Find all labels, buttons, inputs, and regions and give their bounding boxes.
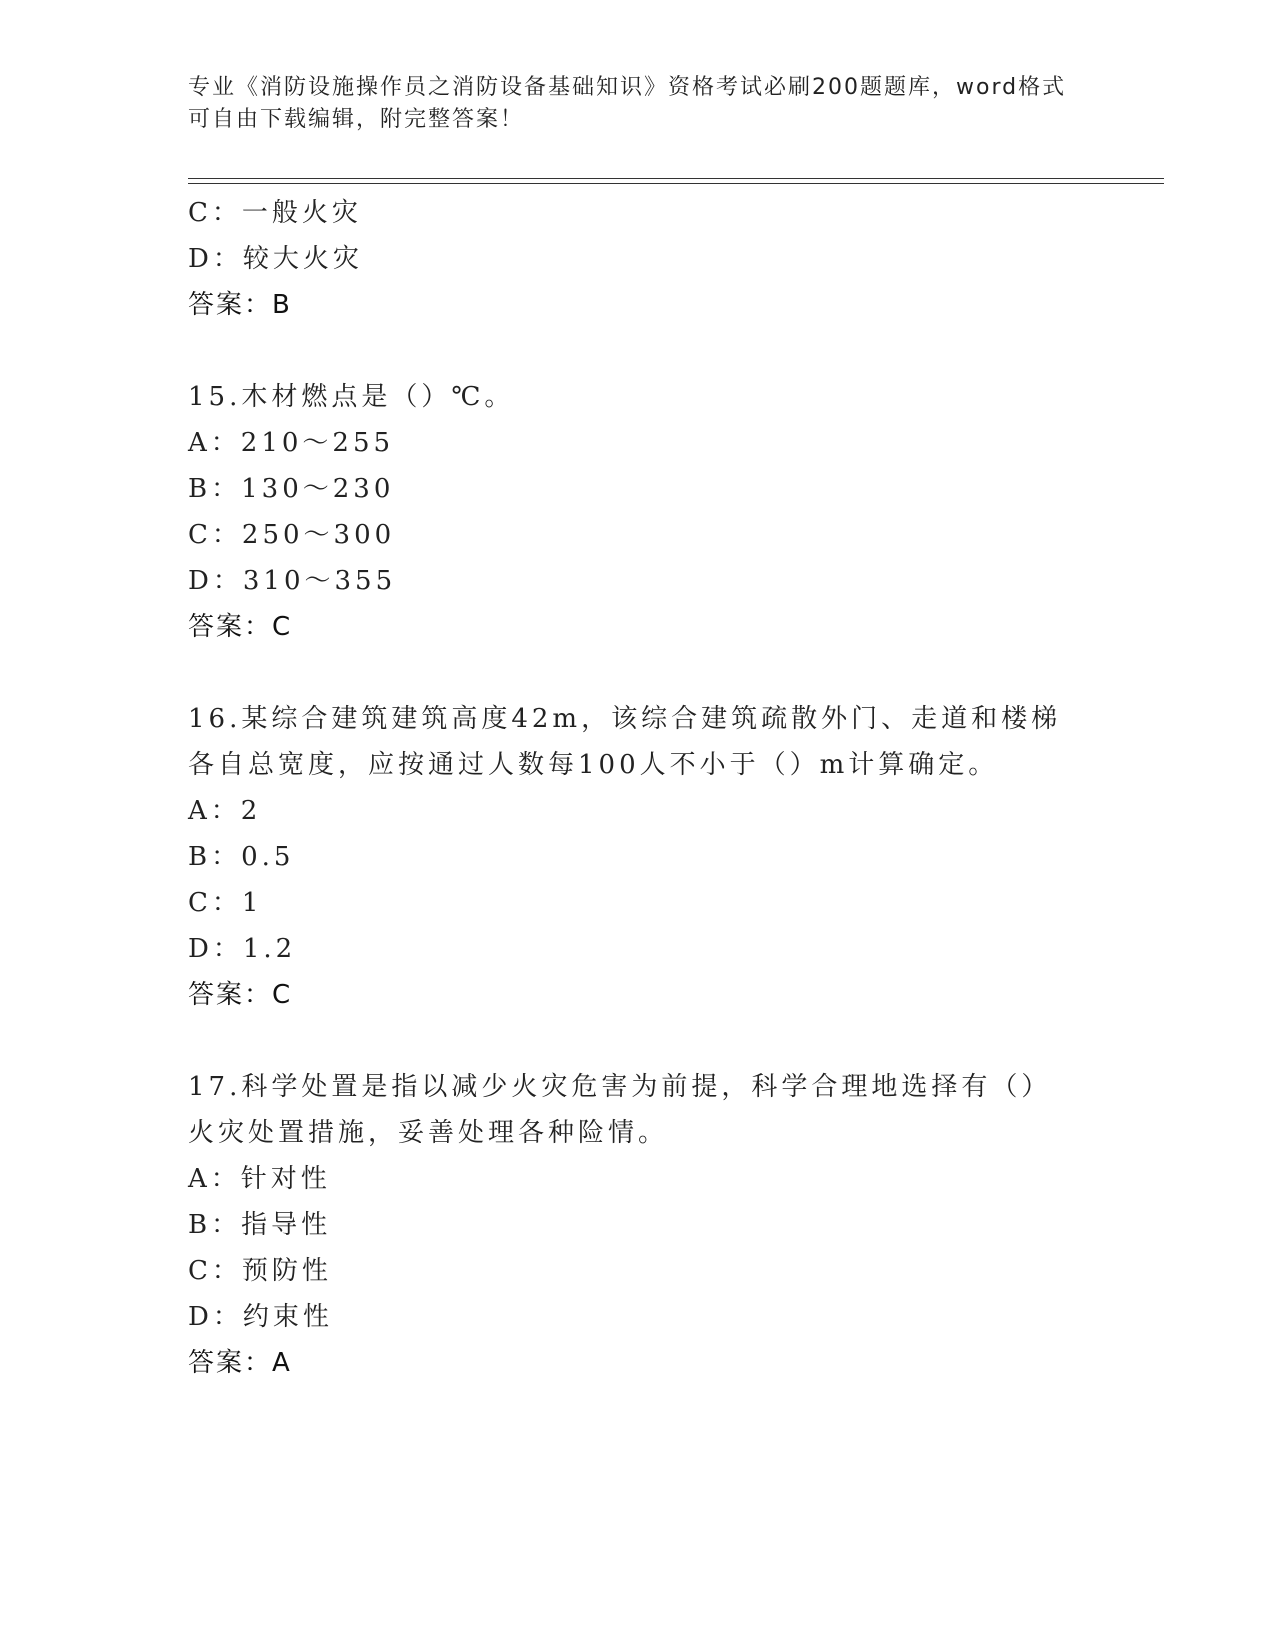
option-text: 1.2 — [242, 934, 297, 964]
option-letter: C： — [188, 1256, 242, 1286]
question-list — [188, 190, 1088, 1386]
question-stem: 16.某综合建筑建筑高度42m，该综合建筑疏散外门、走道和楼梯各自总宽度，应按通过人数每100人不小于（）m计算确定。 — [188, 704, 1062, 780]
option-letter: B： — [188, 842, 242, 872]
answer-line: 答案：A — [188, 1348, 292, 1378]
option-b — [188, 834, 1088, 880]
option-text: 310～355 — [242, 566, 397, 596]
option-a — [188, 1156, 1088, 1202]
option-d — [188, 558, 1088, 604]
option-letter: A： — [188, 796, 241, 826]
answer-line: 答案：C — [188, 980, 293, 1010]
option-c — [188, 880, 1088, 926]
option-d — [188, 236, 1088, 282]
header-divider-bottom — [188, 183, 1164, 184]
spacer — [188, 1018, 1088, 1064]
document-header: 专业《消防设施操作员之消防设备基础知识》资格考试必刷200题题库，word格式可自由下载编辑，附完整答案！ — [188, 75, 1067, 132]
option-text: 210～255 — [240, 428, 395, 458]
option-a — [188, 420, 1088, 466]
option-text: 针对性 — [240, 1164, 331, 1194]
question-17 — [188, 1064, 1088, 1386]
option-text: 130～230 — [241, 474, 395, 504]
option-letter: D： — [188, 244, 243, 274]
option-b — [188, 466, 1088, 512]
question-stem: 17.科学处置是指以减少火灾危害为前提，科学合理地选择有（）火灾处置措施，妥善处理各种险情。 — [188, 1072, 1052, 1148]
answer-line: 答案：B — [188, 290, 292, 320]
option-a — [188, 788, 1088, 834]
question-stem: 15.木材燃点是（）℃。 — [188, 382, 515, 412]
option-letter: C： — [188, 520, 242, 550]
option-text: 较大火灾 — [242, 244, 363, 274]
option-text: 约束性 — [242, 1302, 333, 1332]
option-c — [188, 190, 1088, 236]
option-c — [188, 1248, 1088, 1294]
option-text: 250～300 — [241, 520, 396, 550]
option-d — [188, 926, 1088, 972]
option-text: 1 — [241, 888, 263, 918]
answer-line: 答案：C — [188, 612, 293, 642]
option-text: 2 — [240, 796, 262, 826]
header-divider-top — [188, 178, 1164, 179]
option-letter: B： — [188, 474, 242, 504]
option-letter: A： — [188, 428, 241, 458]
option-b — [188, 1202, 1088, 1248]
option-letter: D： — [188, 1302, 243, 1332]
prev-question-block — [188, 190, 1088, 328]
option-letter: B： — [188, 1210, 242, 1240]
question-16 — [188, 696, 1088, 1018]
option-letter: A： — [188, 1164, 241, 1194]
option-text: 一般火灾 — [241, 198, 362, 228]
question-15 — [188, 374, 1088, 650]
option-c — [188, 512, 1088, 558]
option-letter: C： — [188, 888, 242, 918]
option-letter: C： — [188, 198, 242, 228]
option-d — [188, 1294, 1088, 1340]
option-text: 预防性 — [241, 1256, 332, 1286]
option-letter: D： — [188, 566, 243, 596]
spacer — [188, 650, 1088, 696]
option-text: 指导性 — [241, 1210, 332, 1240]
option-text: 0.5 — [241, 842, 295, 872]
option-letter: D： — [188, 934, 243, 964]
spacer — [188, 328, 1088, 374]
